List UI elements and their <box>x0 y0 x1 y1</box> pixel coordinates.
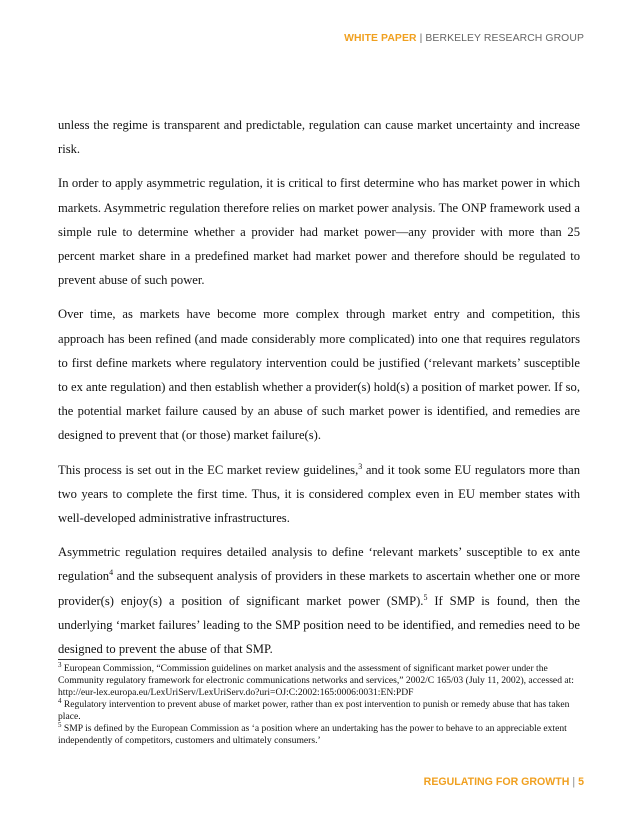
paragraph-5-text-c: If SMP is found, then the underlying ‘market failures’ leading to the SMP position need to be identified, and remedies need to be designed to prevent the abuse of that SMP. <box>58 593 580 657</box>
footer-title: REGULATING FOR GROWTH <box>423 776 570 788</box>
paragraph-1: unless the regime is transparent and predictable, regulation can cause market uncertainty and increase risk. <box>58 118 580 157</box>
footnote-3 <box>58 660 582 699</box>
page-header <box>344 33 584 44</box>
footer-separator: | <box>572 776 576 788</box>
paragraph-2: In order to apply asymmetric regulation, it is critical to first determine who has market power in which markets. Asymmetric regulation therefore relies on market power analysis. The ONP framework used a simple rule to determine whether a provider had market power—any provider with more than 25 percent market share in a predefined market had market power and therefore should be regulated to prevent abuse of such power. <box>58 176 580 288</box>
footnote-divider <box>58 659 206 660</box>
body-text <box>58 113 580 671</box>
footnote-4 <box>58 696 582 723</box>
page-number: 5 <box>578 776 584 788</box>
page-footer <box>424 776 584 788</box>
footnote-ref-5[interactable]: 5 <box>423 592 428 602</box>
paragraph-3: Over time, as markets have become more complex through market entry and competition, this approach has been refined (and made considerably more complicated) into one that requires regulators to first define markets where regulatory intervention could be justified (‘relevant markets’ susceptible to ex ante regulation) and then establish whether a provider(s) hold(s) a position of market power. If so, the potential market failure caused by an abuse of such market power is identified, and remedies are designed to prevent that (or those) market failure(s). <box>58 307 580 443</box>
footnote-text: European Commission, “Commission guidelines on market analysis and the assessment of significant market power under the Community regulatory framework for electronic communications networks and services,” 2002/C 165/03 (July 11, 2002), accessed at: http://eur-lex.europa.eu/LexUriServ/LexUriServ.do?uri=OJ:C:2002:165:0006:0031:EN:PDF <box>58 663 574 698</box>
footnote-text: SMP is defined by the European Commission as ‘a position where an undertaking has the power to behave to an appreciable extent independently of competitors, customers and ultimately consumers.’ <box>58 723 567 746</box>
footnote-ref-4[interactable]: 4 <box>109 568 114 578</box>
footnote-text: Regulatory intervention to prevent abuse of market power, rather than ex post intervention to punish or remedy abuse that has taken place. <box>58 699 570 722</box>
footnotes <box>58 660 582 747</box>
paragraph-5-text-a: Asymmetric regulation requires detailed analysis to define ‘relevant markets’ susceptible to ex ante regulation <box>58 545 580 584</box>
paragraph-4-text-a: This process is set out in the EC market review guidelines, <box>58 462 359 477</box>
footnote-ref-3[interactable]: 3 <box>358 461 363 471</box>
footnote-number: 3 <box>58 660 62 669</box>
paragraph-4 <box>58 458 580 531</box>
paragraph-5 <box>58 540 580 661</box>
paragraph-5-text-b: and the subsequent analysis of providers in these markets to ascertain whether one or more provider(s) enjoy(s) a position of significant market power (SMP). <box>58 569 580 608</box>
footnote-5 <box>58 720 582 747</box>
header-label: WHITE PAPER <box>344 33 417 44</box>
footnote-number: 4 <box>58 696 62 705</box>
paragraph-4-text-b: and it took some EU regulators more than two years to complete the first time. Thus, it is considered complex even in EU member states with well-developed administrative infrastructures. <box>58 462 580 526</box>
header-separator: | <box>419 33 423 44</box>
footnote-number: 5 <box>58 720 62 729</box>
header-org: BERKELEY RESEARCH GROUP <box>425 33 584 44</box>
